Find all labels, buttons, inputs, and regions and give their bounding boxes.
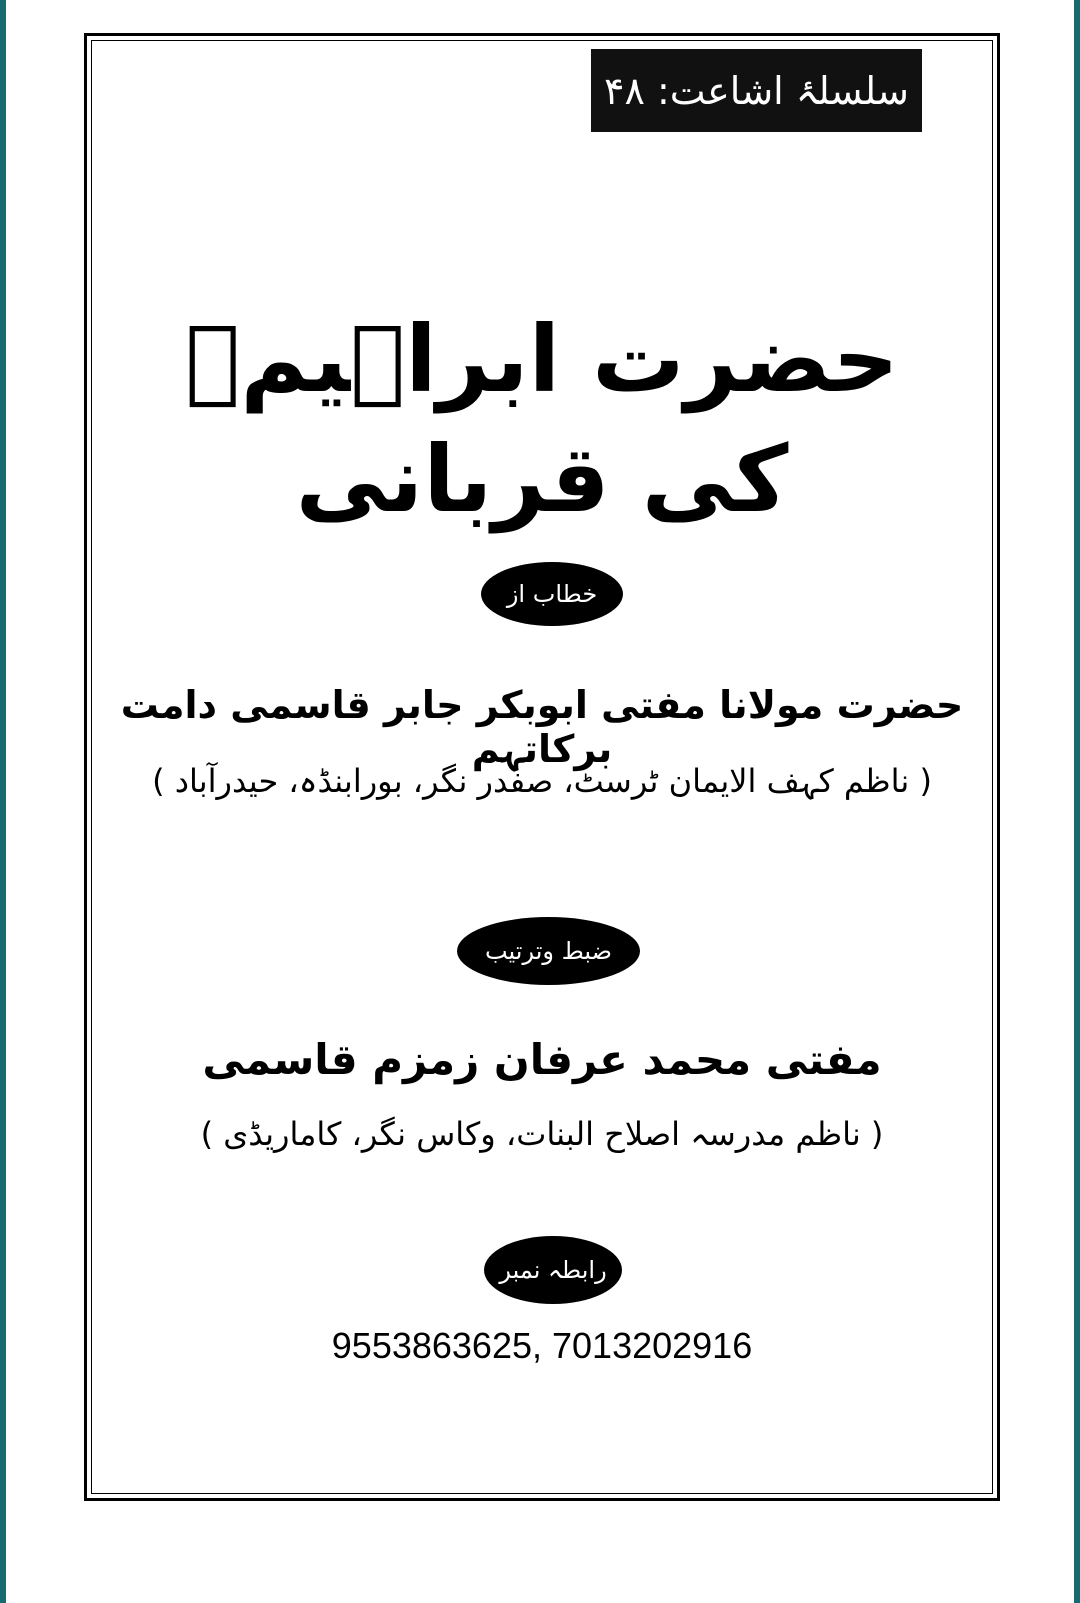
speech-by-label: خطاب از <box>506 580 598 608</box>
contact-number-label: رابطہ نمبر <box>499 1256 607 1284</box>
series-number-text: سلسلۂ اشاعت: ۴۸ <box>604 68 909 113</box>
compiled-by-badge <box>457 917 640 985</box>
left-edge-strip <box>0 0 6 1603</box>
author-affiliation: ( ناظم کہف الایمان ٹرسٹ، صفدر نگر، بورابنڈہ، حیدرآباد ) <box>152 762 932 800</box>
compiler-affiliation: ( ناظم مدرسہ اصلاح البنات، وکاس نگر، کاماریڈی ) <box>200 1115 884 1153</box>
phone-numbers: 9553863625, 7013202916 <box>331 1325 753 1366</box>
author-name: حضرت مولانا مفتی ابوبکر جابر قاسمی دامت برکاتہم <box>120 683 964 771</box>
speech-by-badge <box>481 562 623 626</box>
right-edge-strip <box>1074 0 1080 1603</box>
book-title: حضرت ابراہیمؑ کی قربانی <box>185 306 899 533</box>
series-number-box <box>591 49 922 132</box>
compiler-name: مفتی محمد عرفان زمزم قاسمی <box>202 1035 882 1084</box>
contact-number-badge <box>484 1236 622 1304</box>
compiled-by-label: ضبط وترتیب <box>484 937 613 965</box>
